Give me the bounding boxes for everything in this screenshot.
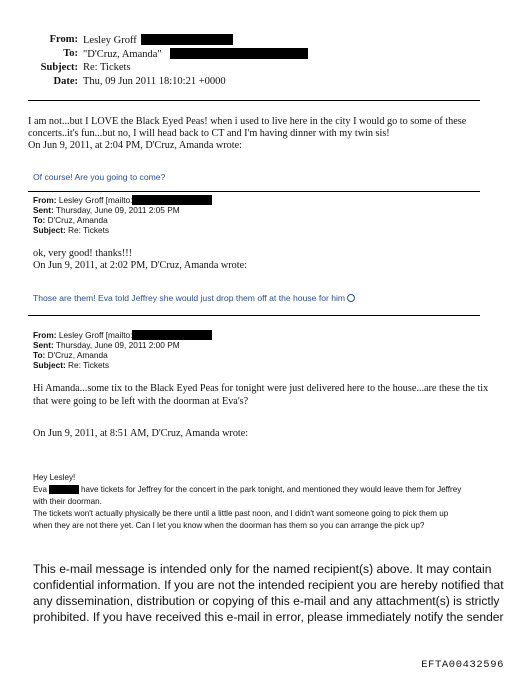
fwd-from-value: Lesley Groff [mailto: bbox=[58, 330, 133, 340]
fwd-to bbox=[33, 350, 108, 360]
fwd-from bbox=[33, 195, 212, 205]
original-line-start: Eva bbox=[33, 485, 47, 494]
fwd-sent-value: Thursday, June 09, 2011 2:00 PM bbox=[55, 340, 180, 350]
fwd-subject bbox=[33, 225, 109, 235]
original-line-rest: have tickets for Jeffrey for the concert in the park tonight, and mentioned they would leave them for Jeffrey bbox=[80, 485, 462, 494]
message-line: ok, very good! thanks!!! bbox=[33, 248, 133, 259]
fwd-sent bbox=[33, 205, 180, 215]
redaction-box bbox=[170, 48, 308, 59]
redaction-box bbox=[132, 195, 212, 205]
original-line bbox=[33, 484, 461, 496]
fwd-to-value: D'Cruz, Amanda bbox=[47, 350, 108, 360]
fwd-to-value: D'Cruz, Amanda bbox=[47, 215, 108, 225]
fwd-from bbox=[33, 330, 212, 340]
fwd-subject-value: Re: Tickets bbox=[68, 360, 110, 370]
disclaimer-line: This e-mail message is intended only for the named recipient(s) above. It may contain bbox=[33, 562, 492, 576]
section-divider bbox=[28, 191, 480, 192]
original-line: The tickets won't actually physically be there until a little past noon, and I didn't want someone going to pick them up bbox=[33, 509, 449, 518]
redaction-box bbox=[49, 485, 79, 494]
header-divider bbox=[28, 100, 480, 101]
message-line: that were going to be left with the doorman at Eva's? bbox=[33, 396, 249, 407]
fwd-from-label: From: bbox=[33, 330, 57, 340]
from-label: From: bbox=[49, 34, 78, 45]
original-line: when they are not there yet. Can I let you know when the doorman has them so you can arrange the pick up? bbox=[33, 521, 425, 530]
fwd-to-label: To: bbox=[33, 215, 46, 225]
fwd-subject-label: Subject: bbox=[33, 360, 66, 370]
quote-attribution: On Jun 9, 2011, at 8:51 AM, D'Cruz, Amanda wrote: bbox=[33, 428, 249, 439]
message-line: I am not...but I LOVE the Black Eyed Peas! when i used to live here in the city I would go to some of these bbox=[28, 116, 467, 127]
fwd-sent-label: Sent: bbox=[33, 340, 54, 350]
quote-attribution: On Jun 9, 2011, at 2:04 PM, D'Cruz, Amanda wrote: bbox=[28, 140, 242, 151]
fwd-sent bbox=[33, 340, 180, 350]
bates-number: EFTA00432596 bbox=[421, 659, 504, 671]
to-name: "D'Cruz, Amanda" bbox=[83, 49, 162, 60]
original-greeting: Hey Lesley! bbox=[33, 473, 76, 482]
fwd-sent-label: Sent: bbox=[33, 205, 54, 215]
fwd-from-value: Lesley Groff [mailto: bbox=[58, 195, 133, 205]
date-label: Date: bbox=[53, 76, 78, 87]
fwd-sent-value: Thursday, June 09, 2011 2:05 PM bbox=[55, 205, 180, 215]
message-line: concerts..it's fun...but no, I will head back to CT and I'm having dinner with my twin sis! bbox=[28, 128, 390, 139]
date-value: Thu, 09 Jun 2011 18:10:21 +0000 bbox=[83, 76, 226, 87]
subject-label: Subject: bbox=[40, 62, 78, 73]
fwd-to bbox=[33, 215, 108, 225]
fwd-subject-value: Re: Tickets bbox=[68, 225, 110, 235]
message-line: Hi Amanda...some tix to the Black Eyed Peas for tonight were just delivered here to the house...are these the tix bbox=[33, 383, 489, 394]
fwd-from-label: From: bbox=[33, 195, 57, 205]
from-name: Lesley Groff bbox=[83, 35, 137, 46]
disclaimer-line: prohibited. If you have received this e-mail in error, please immediately notify the sender bbox=[33, 610, 504, 624]
smiley-icon bbox=[347, 294, 355, 302]
from-value bbox=[83, 34, 233, 46]
to-value bbox=[83, 48, 308, 60]
fwd-to-label: To: bbox=[33, 350, 46, 360]
redaction-box bbox=[132, 330, 212, 340]
disclaimer-line: confidential information. If you are not the intended recipient you are hereby notified that bbox=[33, 578, 504, 592]
fwd-subject-label: Subject: bbox=[33, 225, 66, 235]
subject-value: Re: Tickets bbox=[83, 62, 131, 73]
fwd-subject bbox=[33, 360, 109, 370]
reply-text: Of course! Are you going to come? bbox=[33, 172, 166, 182]
quote-attribution: On Jun 9, 2011, at 2:02 PM, D'Cruz, Amanda wrote: bbox=[33, 260, 247, 271]
to-label: To: bbox=[63, 48, 78, 59]
disclaimer-line: any dissemination, distribution or copying of this e-mail and any attachment(s) is strictly bbox=[33, 594, 500, 608]
reply-text bbox=[33, 293, 355, 303]
original-line: with their doorman. bbox=[33, 497, 102, 506]
section-divider bbox=[28, 315, 480, 316]
redaction-box bbox=[141, 34, 233, 45]
reply-text-content: Those are them! Eva told Jeffrey she would just drop them off at the house for him bbox=[33, 293, 346, 303]
